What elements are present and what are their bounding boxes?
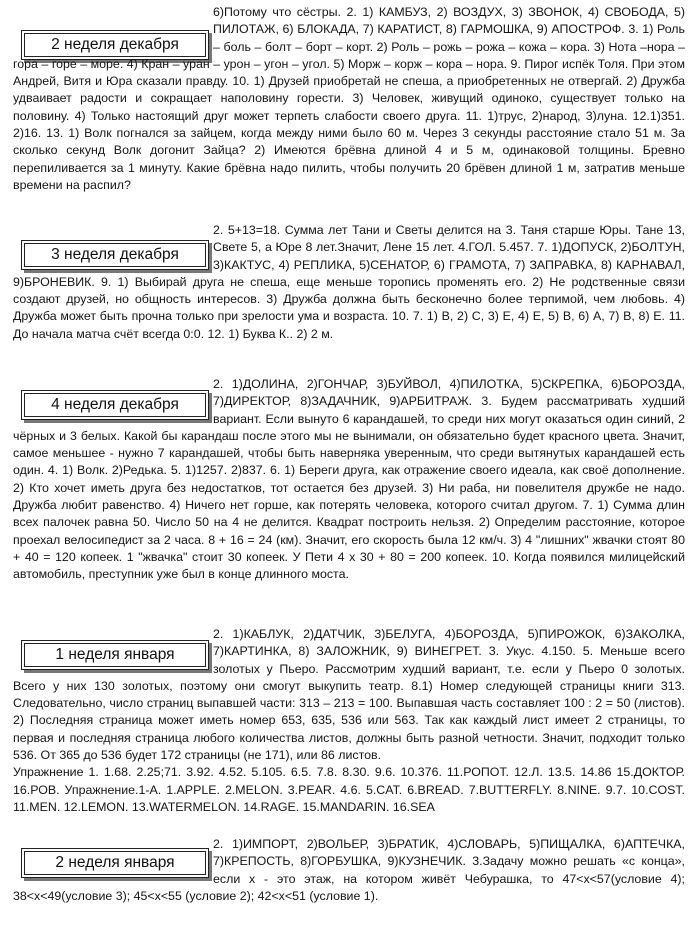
answers-text xyxy=(13,4,685,194)
answers-text xyxy=(13,626,685,816)
week-badge-label: 2 неделя декабря xyxy=(24,33,206,57)
week-badge-label: 2 неделя января xyxy=(24,851,206,875)
answers-text xyxy=(13,376,685,584)
exercise-answers: Упражнение 1. 1.68. 2.25;71. 3.92. 4.52. 5.105. 6.5. 7.8. 8.30. 9.6. 10.376. 11.РОПОТ. 12.Л. 13.5. 14.86 15.ДОКТОР. 16.РОВ. Упражнение.1-А. 1.APPLE. 2.MELON. 3.PEAR. 4.6. 5.CAT. 6.BREAD. 7.BUTTERFLY. 8.NINE. 9.7. 10.COST. 11.MEN. 12.LEMON. 13.WATERMELON. 14.RAGE. 15.MANDARIN. 16.SEA xyxy=(13,765,685,814)
answers-text-content: 2. 5+13=18. Сумма лет Тани и Светы делится на 3. Таня старше Юры. Тане 13, Свете 5, а Юре 8 лет.Значит, Лене 15 лет. 4.ГОЛ. 5.457. 7. 1)ДОПУСК, 2)БОЛТУН, 3)КАКТУС, 4) РЕПЛИКА, 5)СЕНАТОР, 6) ГРАМОТА, 7) ЗАПРАВКА, 8) КАРНАВАЛ, 9)БРОНЕВИК. 9. 1) Выбирай друга не спеша, еще меньше торопись променять его. 2) Не родственные связи создают друзей, но общность интересов. 3) Дружба должна быть бесконечно более терпимой, чем любовь. 4) Дружба может быть прочна только при зрелости ума и возраста. 10. 7. 1) В, 2) С, 3) Е, 4) Е, 5) В, 6) А, 7) В, 8) Е. 11. До начала матча счёт всегда 0:0. 12. 1) Буква К.. 2) 2 м. xyxy=(13,223,685,341)
section-week3-december xyxy=(13,222,685,372)
week-badge-label: 3 неделя декабря xyxy=(24,243,206,267)
section-week2-december xyxy=(13,4,685,220)
answers-text-content: 2. 1)КАБЛУК, 2)ДАТЧИК, 3)БЕЛУГА, 4)БОРОЗДА, 5)ПИРОЖОК, 6)ЗАКОЛКА, 7)КАРТИНКА, 8) ЗАЛОЖНИК, 9) ВИНЕГРЕТ. 3. Укус. 4.150. 5. Меньше всего золотых у Пьеро. Рассмотрим худший вариант, т.е. если у Пьеро 0 золотых. Всего у них 130 золотых, поэтому они смогут выкупить театр. 8.1) Номер следующей страницы книги 313. Следовательно, число страниц выпавшей части: 313 – 213 = 100. Выпавшая часть составляет 100 : 2 = 50 (листов). 2) Последняя страница может иметь номер 653, 635, 536 или 563. Так как каждый лист имеет 2 страницы, то первая и последняя страница любого количества листов, должны быть разной четности. Значит, подходит только 536. От 365 до 536 будет 172 страницы (не 171), или 86 листов. xyxy=(13,627,685,763)
section-week2-january xyxy=(13,836,685,932)
week-badge-label: 4 неделя декабря xyxy=(24,393,206,417)
answers-text xyxy=(13,836,685,905)
week-badge-label: 1 неделя января xyxy=(24,643,206,667)
answers-text xyxy=(13,222,685,343)
answers-text-content: 2. 1)ДОЛИНА, 2)ГОНЧАР, 3)БУЙВОЛ, 4)ПИЛОТКА, 5)СКРЕПКА, 6)БОРОЗДА, 7)ДИРЕКТОР, 8)ЗАДАЧНИК, 9)АРБИТРАЖ. 3. Будем рассматривать худший вариант. Если вынуто 6 карандашей, то среди них могут оказаться один синий, 2 чёрных и 3 белых. Какой бы карандаш после этого мы не вынимали, он обязательно будет красного цвета. Значит, самое меньшее - нужно 7 карандашей, чтобы быть наверняка уверенным, что среди вытянутых карандашей есть один. 4. 1) Волк. 2)Редька. 5. 1)1257. 2)837. 6. 1) Береги друга, как отражение своего идеала, как своё дополнение. 2) Кто хочет иметь друга без недостатков, тот остается без друзей. 3) Ни раба, ни повелителя дружбе не надо. Дружба любит равенство. 4) Ничего нет горше, как потерять человека, которого считал другом. 7. 1) Сумма длин всех палочек равна 50. Число 50 на 4 не делится. Квадрат построить нельзя. 2) Определим расстояние, которое проехал велосипедист за 2 часа. 8 + 16 = 24 (км). Значит, его скорость была 12 км/ч. 3) 4 "лишних" жвачки стоят 80 + 40 = 120 копеек. 1 "жвачка" стоит 30 копеек. У Пети 4 x 30 + 80 = 200 копеек. 10. Когда появился милицейский автомобиль, преступник уже был в конце длинного моста. xyxy=(13,377,685,582)
section-week4-december xyxy=(13,376,685,624)
section-week1-january xyxy=(13,626,685,834)
answers-text-content: 6)Потому что сёстры. 2. 1) КАМБУЗ, 2) ВОЗДУХ, 3) ЗВОНОК, 4) СВОБОДА, 5) ПИЛОТАЖ, 6) БЛОКАДА, 7) КАРАТИСТ, 8) ГАРМОШКА, 9) АПОСТРОФ. 3. 1) Роль – боль – болт – борт – корт. 2) Роль – рожь – рожа – кожа – кора. 3) Нота –нора – гора – горе – море. 4) Кран – уран – урон – угон – угол. 5) Морж – корж – кора – нора. 9. Пирог испёк Толя. При этом Андрей, Витя и Юра сказали правду. 10. 1) Друзей приобретай не спеша, а приобретенных не отвергай. 2) Дружба удваивает радости и сокращает наполовину горести. 3) Человек, живущий одиноко, существует только на половину. 4) Только настоящий друг может терпеть слабости своего друга. 11. 1)трус, 2)народ, 3)луна. 12.1)351. 2)16. 13. 1) Волк погнался за зайцем, когда между ними было 60 м. Через 3 секунды расстояние стало 51 м. За сколько секунд Волк догонит Зайца? 2) Имеются брёвна длиной 4 и 5 м, одинаковой толщины. Бревно перепиливается за 1 минуту. Какие брёвна надо пилить, чтобы получить 20 брёвен длиной 1 м, затратив меньше времени на распил? xyxy=(13,5,685,192)
answers-text-content: 2. 1)ИМПОРТ, 2)ВОЛЬЕР, 3)БРАТИК, 4)СЛОВАРЬ, 5)ПИЩАЛКА, 6)АПТЕЧКА, 7)КРЕПОСТЬ, 8)ГОРБУШКА, 9)КУЗНЕЧИК. 3.Задачу можно решать «с конца», если x - это этаж, на котором живёт Чебурашка, то 47<x<57(условие 4); 38<x<49(условие 3); 45<x<55 (условие 2); 42<x<51 (условие 1). xyxy=(13,837,685,903)
